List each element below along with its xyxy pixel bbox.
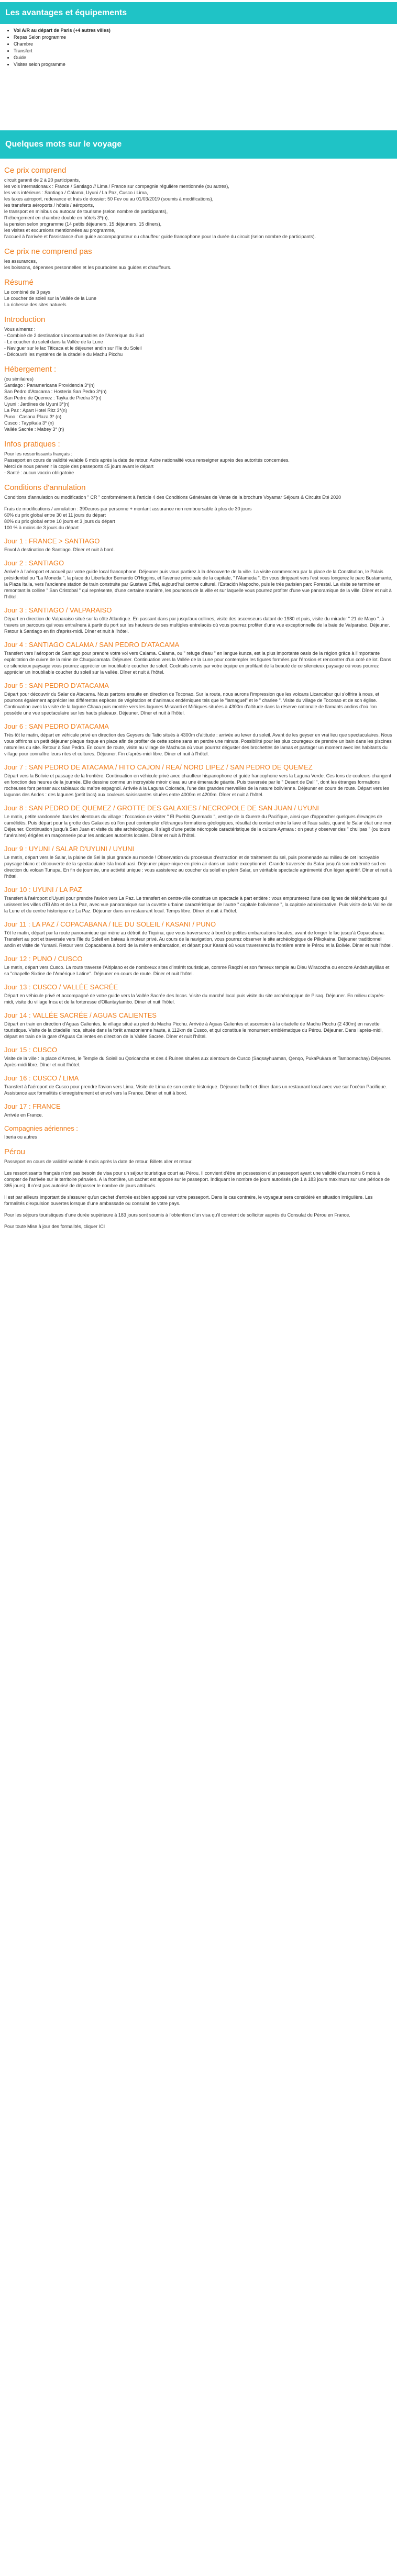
intro-title: Introduction [4,315,46,324]
intro-line: Vous aimerez : [4,327,36,332]
day-text: Départ vers la Bolivie et passage de la frontière. Continuation en véhicule privé avec chauffeur hispanophone et guide francophone vers la Laguna Verde. Ces tons de couleurs changent en fonction des heures de la journée. Elle dessine comme un incroyable miroir d'eau au une émeraude géante. Puis traversée par le " Desert de Dalí ", dont les étranges formations rocheuses font penser aux tableaux du maître espagnol. Arrivée à la Laguna Colorada, l'une des grandes merveilles de la nature bolivienne. Déjeuner en cours de route. Départ vers les lagunas des Andes : des lagunes (petit lacs) aux couleurs saisissantes situées entre 4000m et 4200m. Dîner et nuit à l'hôtel. [4,773,391,797]
intro-line: - Le coucher du soleil dans la Vallée de la Lune [4,339,103,344]
practical-line: Pour les ressortissants français : [4,451,73,456]
day-3 [4,606,393,634]
included-line: les taxes aéroport, redevance et frais de dossier: 50 Fev ou au 01/03/2019 (soumis à modifications), [4,196,214,202]
day-10 [4,886,393,914]
included-line: la pension selon programme (14 petits déjeuners, 15 déjeuners, 15 dîners), [4,221,162,227]
hotels-list [4,376,393,432]
peru-line: Les ressortissants français n'ont pas besoin de visa pour un séjour touristique court au Pérou. Il convient d'être en possession d'un passeport ayant une validité d'au moins 6 mois à compter de l'arrivée sur le territoire péruvien. À la frontière, un cachet est apposé sur le passeport. Indiquant le nombre de jours autorisés (de 1 à 183 jours maximum sur une période de 365 jours). Il n'est pas autorisé de dépasser le nombre de jours attribués. [4,1170,390,1188]
cancel-line: 80% du prix global entre 10 jours et 3 jours du départ [4,519,115,524]
intro-line: - Combiné de 2 destinations incontournables de l'Amérique du Sud [4,333,144,338]
practical-list [4,451,393,476]
day-5 [4,682,393,716]
excluded-list [4,258,393,271]
day-title: Jour 1 : FRANCE > SANTIAGO [4,537,100,545]
day-title: Jour 5 : SAN PEDRO D'ATACAMA [4,682,109,689]
included-line: circuit garanti de 2 à 20 participants, [4,177,80,183]
hotel-line: Uyuni : Jardines de Uyuni 3*(n) [4,402,70,407]
cancel-line: Frais de modifications / annulation : 390euros par personne + montant assurance non remboursable à plus de 30 jours [4,506,252,511]
practical-line: - Santé : aucun vaccin obligatoire [4,470,74,475]
intro-line: - Découvrir les mystères de la citadelle du Machu Picchu [4,352,123,357]
day-text: Départ en véhicule privé et accompagné de votre guide vers la Vallée Sacrée des Incas. Visite du marché local puis visite du site archéologique de Pisaq. Déjeuner. En milieu d'après-midi, visite du village Inca et de la forteresse d'Ollantaytambo. Dîner et nuit l'hôtel. [4,993,385,1005]
day-12 [4,955,393,977]
day-title: Jour 10 : UYUNI / LA PAZ [4,886,82,894]
peru-list [4,1158,393,1230]
day-6 [4,722,393,757]
day-title: Jour 4 : SANTIAGO CALAMA / SAN PEDRO D'ATACAMA [4,641,180,649]
day-title: Jour 7 : SAN PEDRO DE ATACAMA / HITO CAJON / REA/ NORD LIPEZ / SAN PEDRO DE QUEMEZ [4,763,313,771]
peru-line: Passeport en cours de validité valable 6 mois après la date de retour. Billets aller et retour. [4,1159,193,1164]
advantage-item: • Guide [14,54,397,61]
trip-banner: Quelques mots sur le voyage [0,130,397,159]
advantage-item: • Transfert [14,48,397,54]
day-text: Arrivée en France. [4,1112,43,1118]
day-text: Très tôt le matin, départ en véhicule privé en direction des Geysers du Tatio situés à 4300m d'altitude : arrivée au lever du soleil. Avant de les geyser en vrai lieu que spectaculaires. Nous vous offrirons un petit déjeuner plaque risque en place afin de profiter de cette scène sans en perdre une minute. Possibilité pour les plus courageux de prendre un bain dans les piscines naturelles du site. Retour à San Pedro. En cours de route, visite au village de Machuca où vous pourrez déguster des brochettes de lamas et partager un moment avec les habitants du village pour connaître leurs rites et cultures. Déjeuner. Fin d'après-midi libre. Dîner et nuit à l'hôtel. [4,732,392,756]
included-line: les transferts aéroports / hôtels / aéroports, [4,203,94,208]
hotel-line: Puno : Casona Plaza 3* (n) [4,414,62,419]
day-text: Le matin, départ vers Cusco. La route traverse l'Altiplano et de nombreux sites d'intérêt touristique, comme Raqchi et son fameux temple au Dieu Wiracocha ou encore Andahuaylillas et sa "chapelle Sixtine de l'Amérique Latine". Déjeuner en cours de route. Dîner et nuit l'hôtel. [4,965,390,976]
day-text: Transfert vers l'aéroport de Santiago pour prendre votre vol vers Calama. Calama, ou " refuge d'eau " en langue kunza, est la plus importante oasis de la région grâce à l'importante exploitation de cuivre de la mine de Chuquicamata. Déjeuner. Continuation vers la Vallée de la Lune pour contempler les figures formées par l'érosion et rencontrer d'un coté de lot. Dans ce silencieux paysage vous pourrez apprécier un inoubliable coucher de soleil. Cocktails servis par votre équipe en profitant de la beauté de ce silencieux paysage où vous pourrez apprécier un inoubliable coucher du soleil sur la vallée. Dîner et nuit à l'hôtel. [4,651,391,675]
day-title: Jour 8 : SAN PEDRO DE QUEMEZ / GROTTE DES GALAXIES / NECROPOLE DE SAN JUAN / UYUNI [4,804,319,812]
hotels-title: Hébergement : [4,365,57,374]
day-15 [4,1046,393,1068]
hotel-line: San Pedro d'Atacama : Hosteria San Pedro 3*(n) [4,389,107,394]
peru-line: Pour les séjours touristiques d'une durée supérieure à 183 jours sont soumis à l'obtention d'un visa qu'il convient de solliciter auprès du Consulat du Pérou en France. [4,1212,350,1218]
day-16 [4,1074,393,1096]
day-title: Jour 17 : FRANCE [4,1102,61,1110]
included-line: le transport en minibus ou autocar de tourisme (selon nombre de participants), [4,209,168,214]
day-title: Jour 12 : PUNO / CUSCO [4,955,83,963]
excluded-line: les boissons, dépenses personnelles et les pourboires aux guides et chauffeurs. [4,265,172,270]
trip-content [0,166,397,1230]
included-line: l'accueil à l'arrivée et l'assistance d'un guide accompagnateur ou chauffeur guide francophone pour la durée du circuit (selon nombre de participants). [4,234,316,239]
itinerary [4,537,393,1118]
day-text: Transfert à l'aéroport d'Uyuni pour prendre l'avion vers La Paz. Le transfert en centre-ville constitue un spectacle à part entière : vous emprunterez l'une des lignes de téléphériques qui unissent les villes d'El Alto et de La Paz, avec vue panoramique sur la cuvette urbaine caractéristique de l'autre " capitale bolivienne ", la capitale administrative. Puis visite de la Vallée de la Lune et du centre historique de La Paz. Déjeuner dans un restaurant local. Temps libre. Dîner et nuit à l'hôtel. [4,896,393,913]
practical-line: Passeport en cours de validité valable 6 mois après la date de retour. Autre nationalité vous renseigner auprès des autorités concernées. [4,458,290,463]
included-line: les vols intérieurs : Santiago / Calama, Uyuni / La Paz, Cusco / Lima, [4,190,148,195]
day-title: Jour 11 : LA PAZ / COPACABANA / ILE DU SOLEIL / KASANI / PUNO [4,920,216,928]
day-17 [4,1102,393,1118]
summary-title: Résumé [4,278,34,287]
day-text: Le matin, petite randonnée dans les alentours du village : l'occasion de visiter " El Pueblo Quemado ", vestige de la Guerre du Pacifique, ainsi que d'approcher quelques élevages de camélidés. Puis départ pour la grotte des Galaxies où l'on peut contempler d'étranges formations géologiques, résultat du contact entre la lave et l'eau salés, quand le Salar était une mer. Déjeuner. Continuation jusqu'à San Juan et visite du site archéologique. Il s'agit d'une petite nécropole caractéristique de la culture Aymara : on peut y observer des " chullpas " (ou tours funéraires) érigées en maçonnerie pour les antiques autorités locales. Dîner et nuit à l'hôtel. [4,814,393,838]
advantage-item: • Vol A/R au départ de Paris (+4 autres villes) [14,27,397,34]
included-line: l'hébergement en chambre double en hôtels 3*(n), [4,215,109,220]
day-text: Le matin, départ vers le Salar, la plaine de Sel la plus grande au monde ! Observation du processus d'extraction et de traitement du sel, puis promenade au milieu de cet incroyable paysage blanc et découverte de la spectaculaire Isla Incahuasi. Déjeuner pique-nique en plein air dans un cadre exceptionnel. Grande traversée du Salar jusqu'à son extrémité sud en direction du volcan Tunupa. En fin de journée, une activité unique : vous assisterez au coucher du soleil en plein Salar, un véritable spectacle agrémenté d'un léger apéritif. Dîner et nuit à l'hôtel. [4,855,392,879]
hotel-line: San Pedro de Quemez : Tayka de Piedra 3*(n) [4,395,102,400]
day-title: Jour 15 : CUSCO [4,1046,58,1054]
excluded-line: les assurances, [4,259,37,264]
summary-line: La richesse des sites naturels [4,302,67,307]
day-text: Arrivée à l'aéroport et accueil par votre guide local francophone. Déjeuner puis vous partirez à la découverte de la ville. La visite commencera par la place de la Constitution, le Palais présidentiel ou "La Moneda ", la place du Libertador Bernardo O'Higgins, et l'avenue principale de la capitale, " l'Alameda ". En vous dirigeant vers l'est vous longerez le parc Bustamante, la Plaza Italia, vers l'ancienne station de train construite par Gustave Eiffel, aujourd'hui centre culturel. l'Estación Mapocho, puis le très parisien parc Forestal. La visite se termine en remontant la colline " San Cristobal " qui représente, d'une certaine manière, les poumons de la ville et sur laquelle vous pourrez profiter d'une vue panoramique de la ville. Dîner et nuit à l'hôtel. [4,569,393,599]
day-11 [4,920,393,949]
hotel-line: Cusco : Taypikala 3* (n) [4,420,54,426]
day-14 [4,1011,393,1040]
day-8 [4,804,393,839]
practical-line: Merci de nous parvenir la copie des passeports 45 jours avant le départ [4,464,154,469]
day-title: Jour 9 : UYUNI / SALAR D'UYUNI / UYUNI [4,845,135,853]
advantages-banner: Les avantages et équipements [0,2,397,24]
peru-title: Pérou [4,1147,26,1156]
day-text: Départ en direction de Valparaiso situé sur la côte Atlantique. En passant dans par jusqu'aux collines, visite des ascenseurs datant de 1980 et puis, visite du mirador " 21 de Mayo ". à travers un parcours qui vous entraînera à partir du port sur les hauteurs de ses multiples entrelacés où vous pourrez profiter d'une vue exceptionnelle de la baie de Valparaiso. Déjeuner. Retour à Santiago en fin d'après-midi. Dîner et nuit à l'hôtel. [4,616,390,634]
cancel-list [4,494,393,531]
day-text: Transfert à l'aéroport de Cusco pour prendre l'avion vers Lima. Visite de Lima de son centre historique. Déjeuner buffet et dîner dans un restaurant local avec vue sur l'océan Pacifique. Assistance aux formalités d'enregistrement et envol vers la France. Dîner et nuit à bord. [4,1084,387,1096]
cancel-line: 100 % à moins de 3 jours du départ [4,525,79,530]
advantages-list [0,27,397,68]
day-text: Départ en train en direction d'Aguas Calientes, le village situé au pied du Machu Picchu. Arrivée à Aguas Calientes et ascension à la citadelle de Machu Picchu (2 430m) en navette touristique. Visite de la citadelle inca, située dans la forêt amazonienne haute, à 112km de Cusco, et qui constitue le monument emblématique du Pérou. Déjeuner. Dans l'après-midi, départ en train de la gare d'Aguas Calientes en direction de la Vallée Sacrée. Dîner et nuit l'hôtel. [4,1021,383,1039]
summary-line: Le coucher de soleil sur la Vallée de la Lune [4,296,96,301]
peru-line: Pour toute Mise à jour des formalités, cliquer ICI [4,1224,105,1229]
day-title: Jour 14 : VALLÉE SACRÉE / AGUAS CALIENTES [4,1011,157,1019]
cancel-title: Conditions d'annulation [4,483,86,492]
intro-list [4,326,393,358]
intro-line: - Naviguer sur le lac Titicaca et le déjeuner andin sur l'île du Soleil [4,345,142,351]
day-title: Jour 2 : SANTIAGO [4,559,64,567]
cancel-line: 60% du prix global entre 30 et 11 jours du départ [4,512,106,518]
day-title: Jour 6 : SAN PEDRO D'ATACAMA [4,722,109,730]
day-title: Jour 3 : SANTIAGO / VALPARAISO [4,606,112,614]
day-title: Jour 13 : CUSCO / VALLÉE SACRÉE [4,983,118,991]
airlines-title: Compagnies aériennes : [4,1124,78,1132]
day-13 [4,983,393,1005]
day-2 [4,559,393,600]
included-line: les visites et excursions mentionnées au programme, [4,228,116,233]
included-title: Ce prix comprend [4,166,67,175]
advantage-item: • Repas Selon programme [14,34,397,40]
day-text: Envol à destination de Santiago. Dîner et nuit à bord. [4,547,115,552]
day-4 [4,641,393,675]
summary-line: Le combiné de 3 pays [4,289,51,295]
day-7 [4,763,393,798]
advantage-item: • Visites selon programme [14,61,397,68]
day-9 [4,845,393,879]
day-text: Visite de la ville : la place d'Armes, le Temple du Soleil ou Qoricancha et des 4 Ruines situées aux alentours de Cusco (Saqsayhuaman, Qenqo, PukaPukara et Tambomachay) Déjeuner. Après-midi libre. Dîner et nuit l'hôtel. [4,1056,392,1067]
day-text: Tôt le matin, départ par la route panoramique qui mène au détroit de Tiquina, que vous traverserez à bord de petites embarcations locales, avant de longer le lac jusqu'à Copacabana. Transfert au port et traversée vers l'île du Soleil en bateau à moteur privé. Au cours de la navigation, vous pourrez observer le site archéologique de Pilkokaina. Déjeuner traditionnel andin et visite de Yumani. Retour vers Copacabana à bord de la même embarcation, et départ pour Kasani où vous traverserez la frontière entre le Pérou et la Bolivie. Dîner et nuit l'hôtel. [4,930,393,948]
day-text: Départ pour découvrir du Salar de Atacama. Nous partons ensuite en direction de Toconao. Sur la route, nous aurons l'impression que les volcans Licancabur qui s'offrira à nous, et pourrons également apprécier les différentes espèces de végétation et d'animaux endémiques tels que le "lamaguel" et le " charlee ". Visite du village de Toconao et de son église. Continuation avec la visite de la lagune Chaxa puis montée vers les lagunes Miscanti et Miñiques situées à 4300m d'altitude dans la réserve nationale de flamants andins d'où l'on possède une vue spectaculaire sur les hauts plateaux. Déjeuner. Dîner et nuit à l'hôtel. [4,692,380,716]
day-title: Jour 16 : CUSCO / LIMA [4,1074,79,1082]
cancel-line: Conditions d'annulation ou modification " CR " conformément à l'article 4 des Conditions Générales de Vente de la brochure Voyamar Séjours & Circuits Été 2020 [4,495,341,500]
included-list [4,177,393,240]
excluded-title: Ce prix ne comprend pas [4,247,92,256]
hotel-line: La Paz : Apart Hotel Ritz 3*(n) [4,408,68,413]
hotel-line: Vallée Sacrée : Mabey 3* (n) [4,427,64,432]
included-line: les vols internationaux : France / Santiago // Lima / France sur compagnie régulière mentionnée (ou autres), [4,184,229,189]
hotel-line: Santiago : Panamericana Providencia 3*(n) [4,383,95,388]
peru-line: Il est par ailleurs important de s'assurer qu'un cachet d'entrée est bien apposé sur votre passeport. Dans le cas contraire, le voyageur sera considéré en situation irrégulière. Les formalités d'expulsion ouvertes lorsque d'une ambassade ou consulat de votre pays. [4,1195,373,1206]
hotel-line: (ou similaires) [4,376,34,382]
airlines-text: Iberia ou autres [4,1134,37,1140]
summary-list [4,289,393,308]
advantage-item: • Chambre [14,41,397,47]
practical-title: Infos pratiques : [4,440,60,449]
day-1 [4,537,393,553]
